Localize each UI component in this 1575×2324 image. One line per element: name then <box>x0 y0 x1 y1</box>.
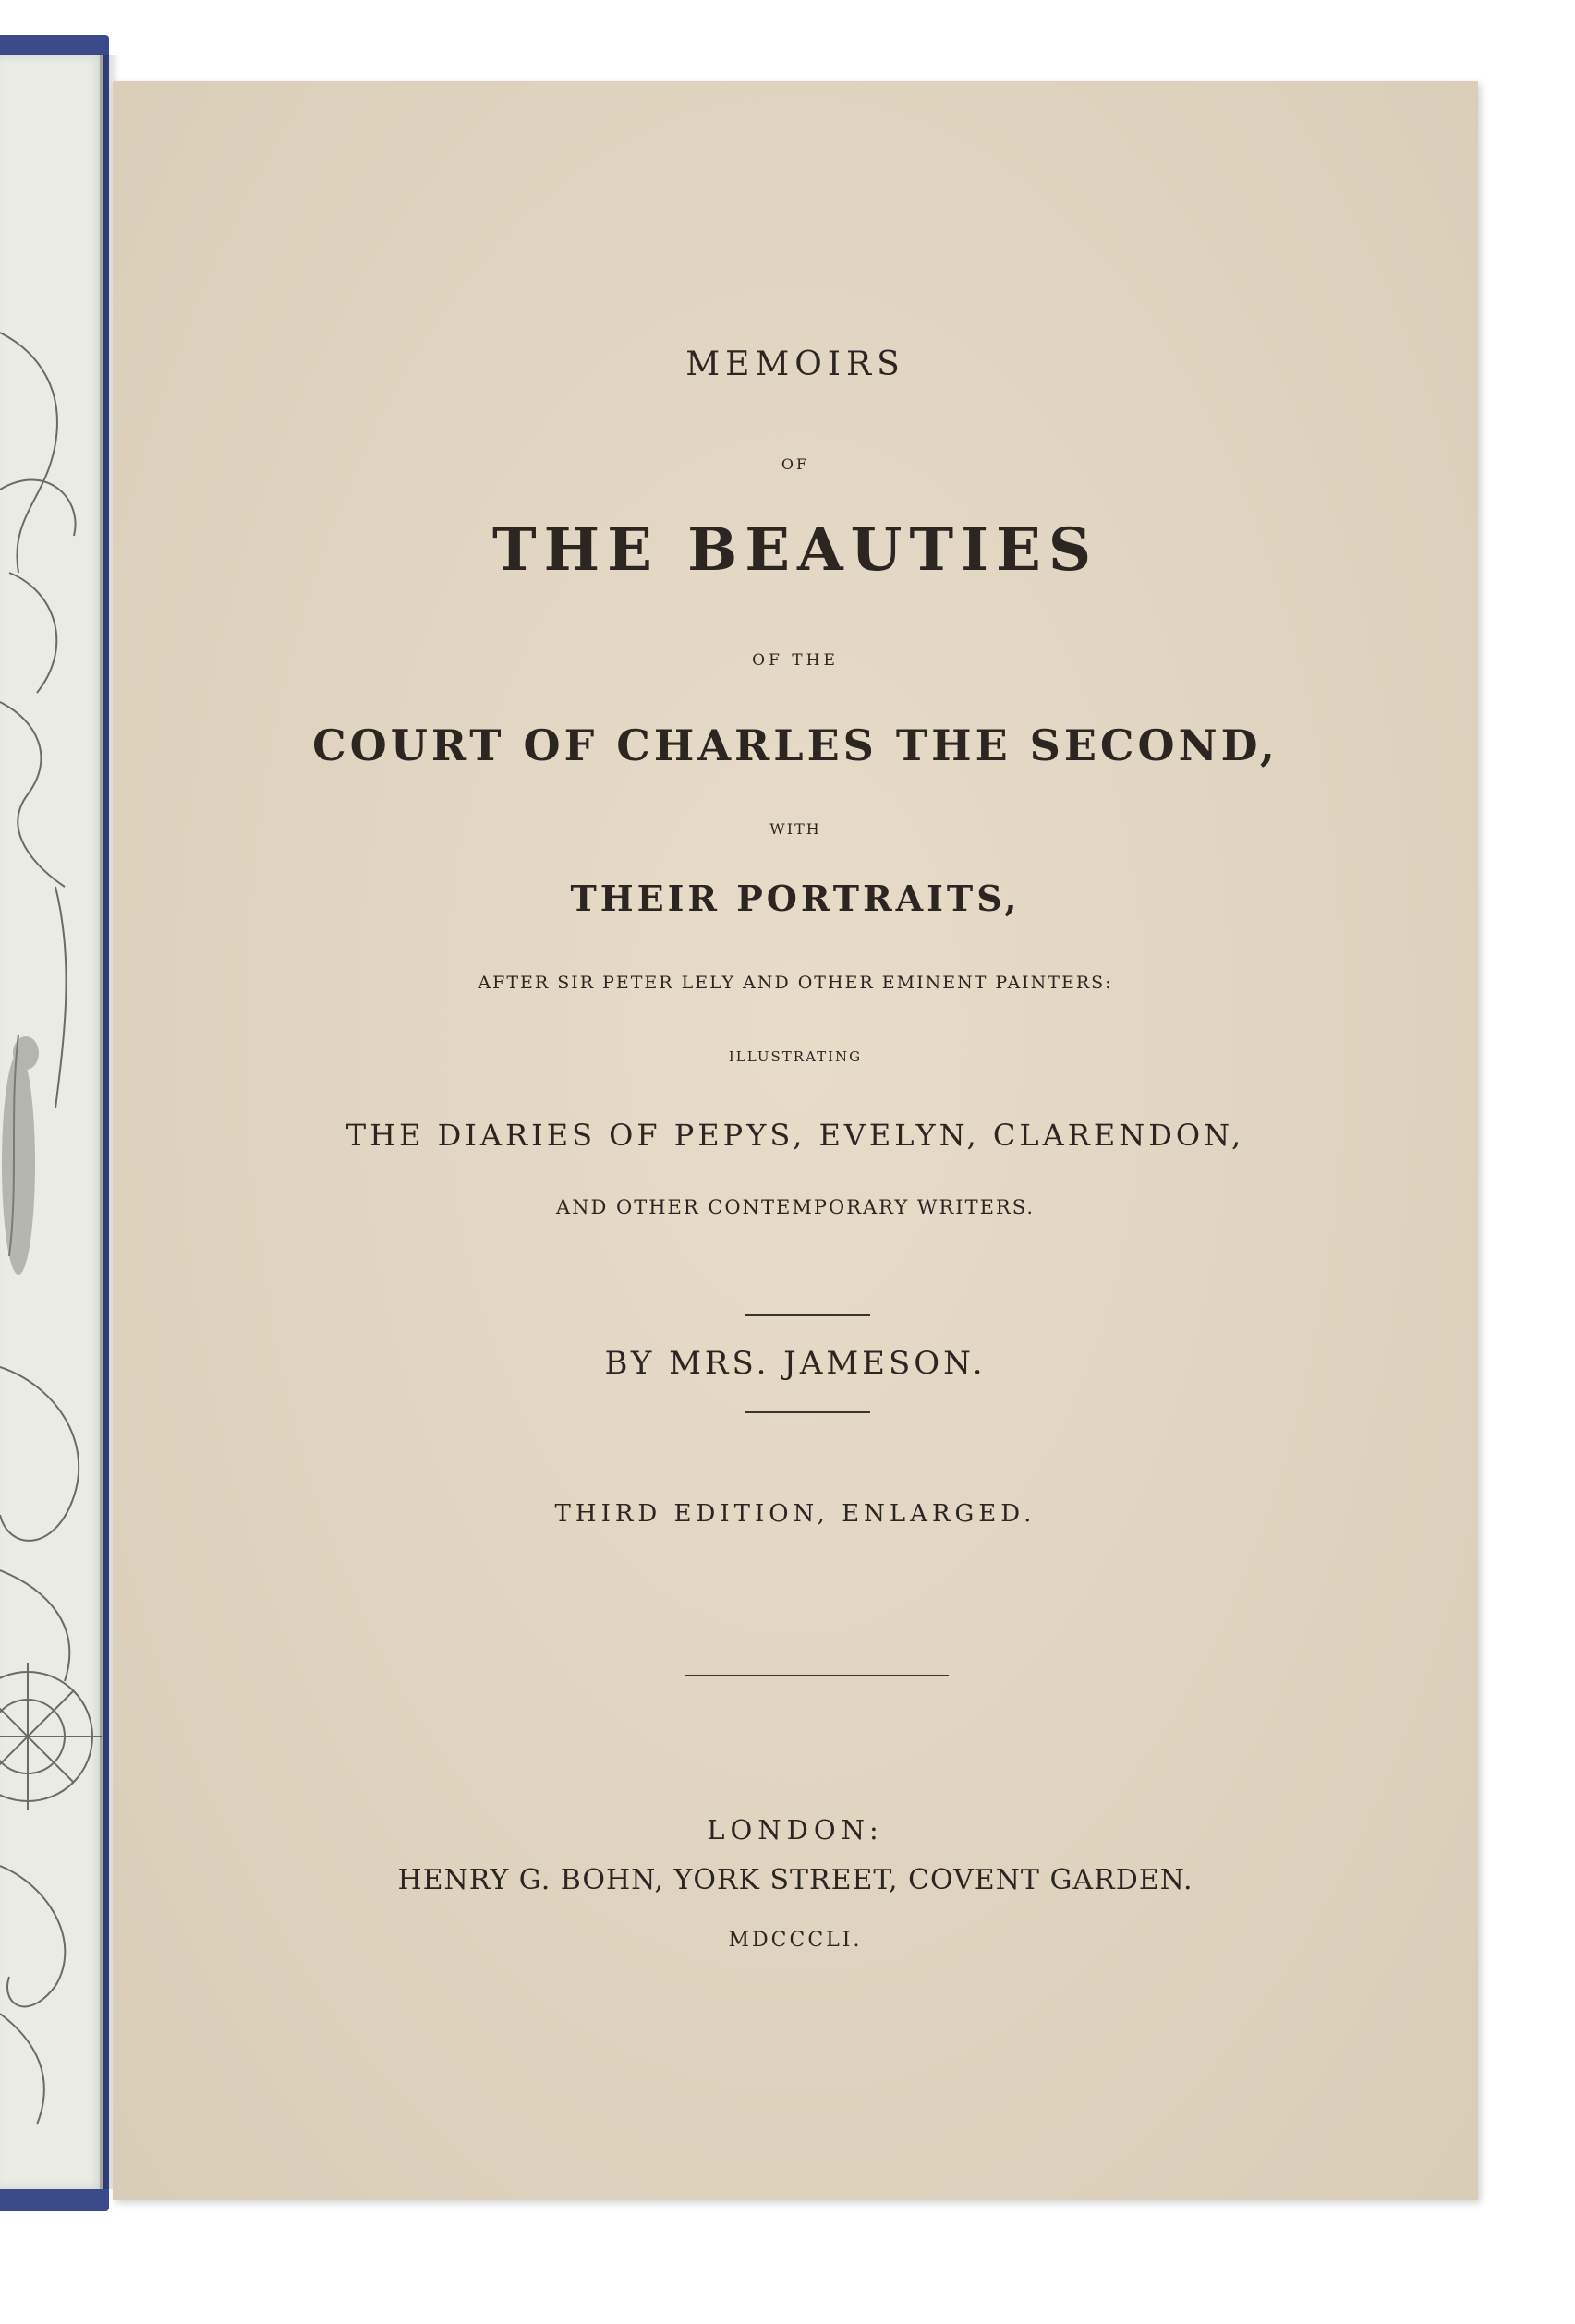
imprint-year: MDCCCLI. <box>728 1929 863 1952</box>
rule-above-imprint <box>685 1675 949 1676</box>
author-line: BY MRS. JAMESON. <box>604 1345 987 1382</box>
title-diaries: THE DIARIES OF PEPYS, EVELYN, CLARENDON, <box>345 1118 1245 1153</box>
title-illustrating: ILLUSTRATING <box>728 1048 863 1065</box>
title-with: WITH <box>769 820 821 838</box>
title-of-the: OF THE <box>752 651 839 670</box>
imprint-publisher: HENRY G. BOHN, YORK STREET, COVENT GARDEN. <box>397 1864 1193 1896</box>
frontispiece-leaf <box>0 55 103 2189</box>
engraving-illustration <box>0 55 103 2189</box>
title-their-portraits: THEIR PORTRAITS, <box>570 878 1021 919</box>
title-of: OF <box>781 455 810 473</box>
title-the-beauties: THE BEAUTIES <box>491 515 1099 585</box>
title-after: AFTER SIR PETER LELY AND OTHER EMINENT PAINTERS: <box>478 973 1113 993</box>
title-page <box>113 81 1478 2200</box>
title-contemporary: AND OTHER CONTEMPORARY WRITERS. <box>555 1196 1036 1218</box>
title-court: COURT OF CHARLES THE SECOND, <box>312 720 1278 770</box>
rule-below-author <box>745 1411 870 1413</box>
edition-line: THIRD EDITION, ENLARGED. <box>554 1500 1036 1528</box>
title-memoirs: MEMOIRS <box>685 345 905 383</box>
rule-above-author <box>745 1314 870 1316</box>
imprint-place: LONDON: <box>707 1814 884 1846</box>
